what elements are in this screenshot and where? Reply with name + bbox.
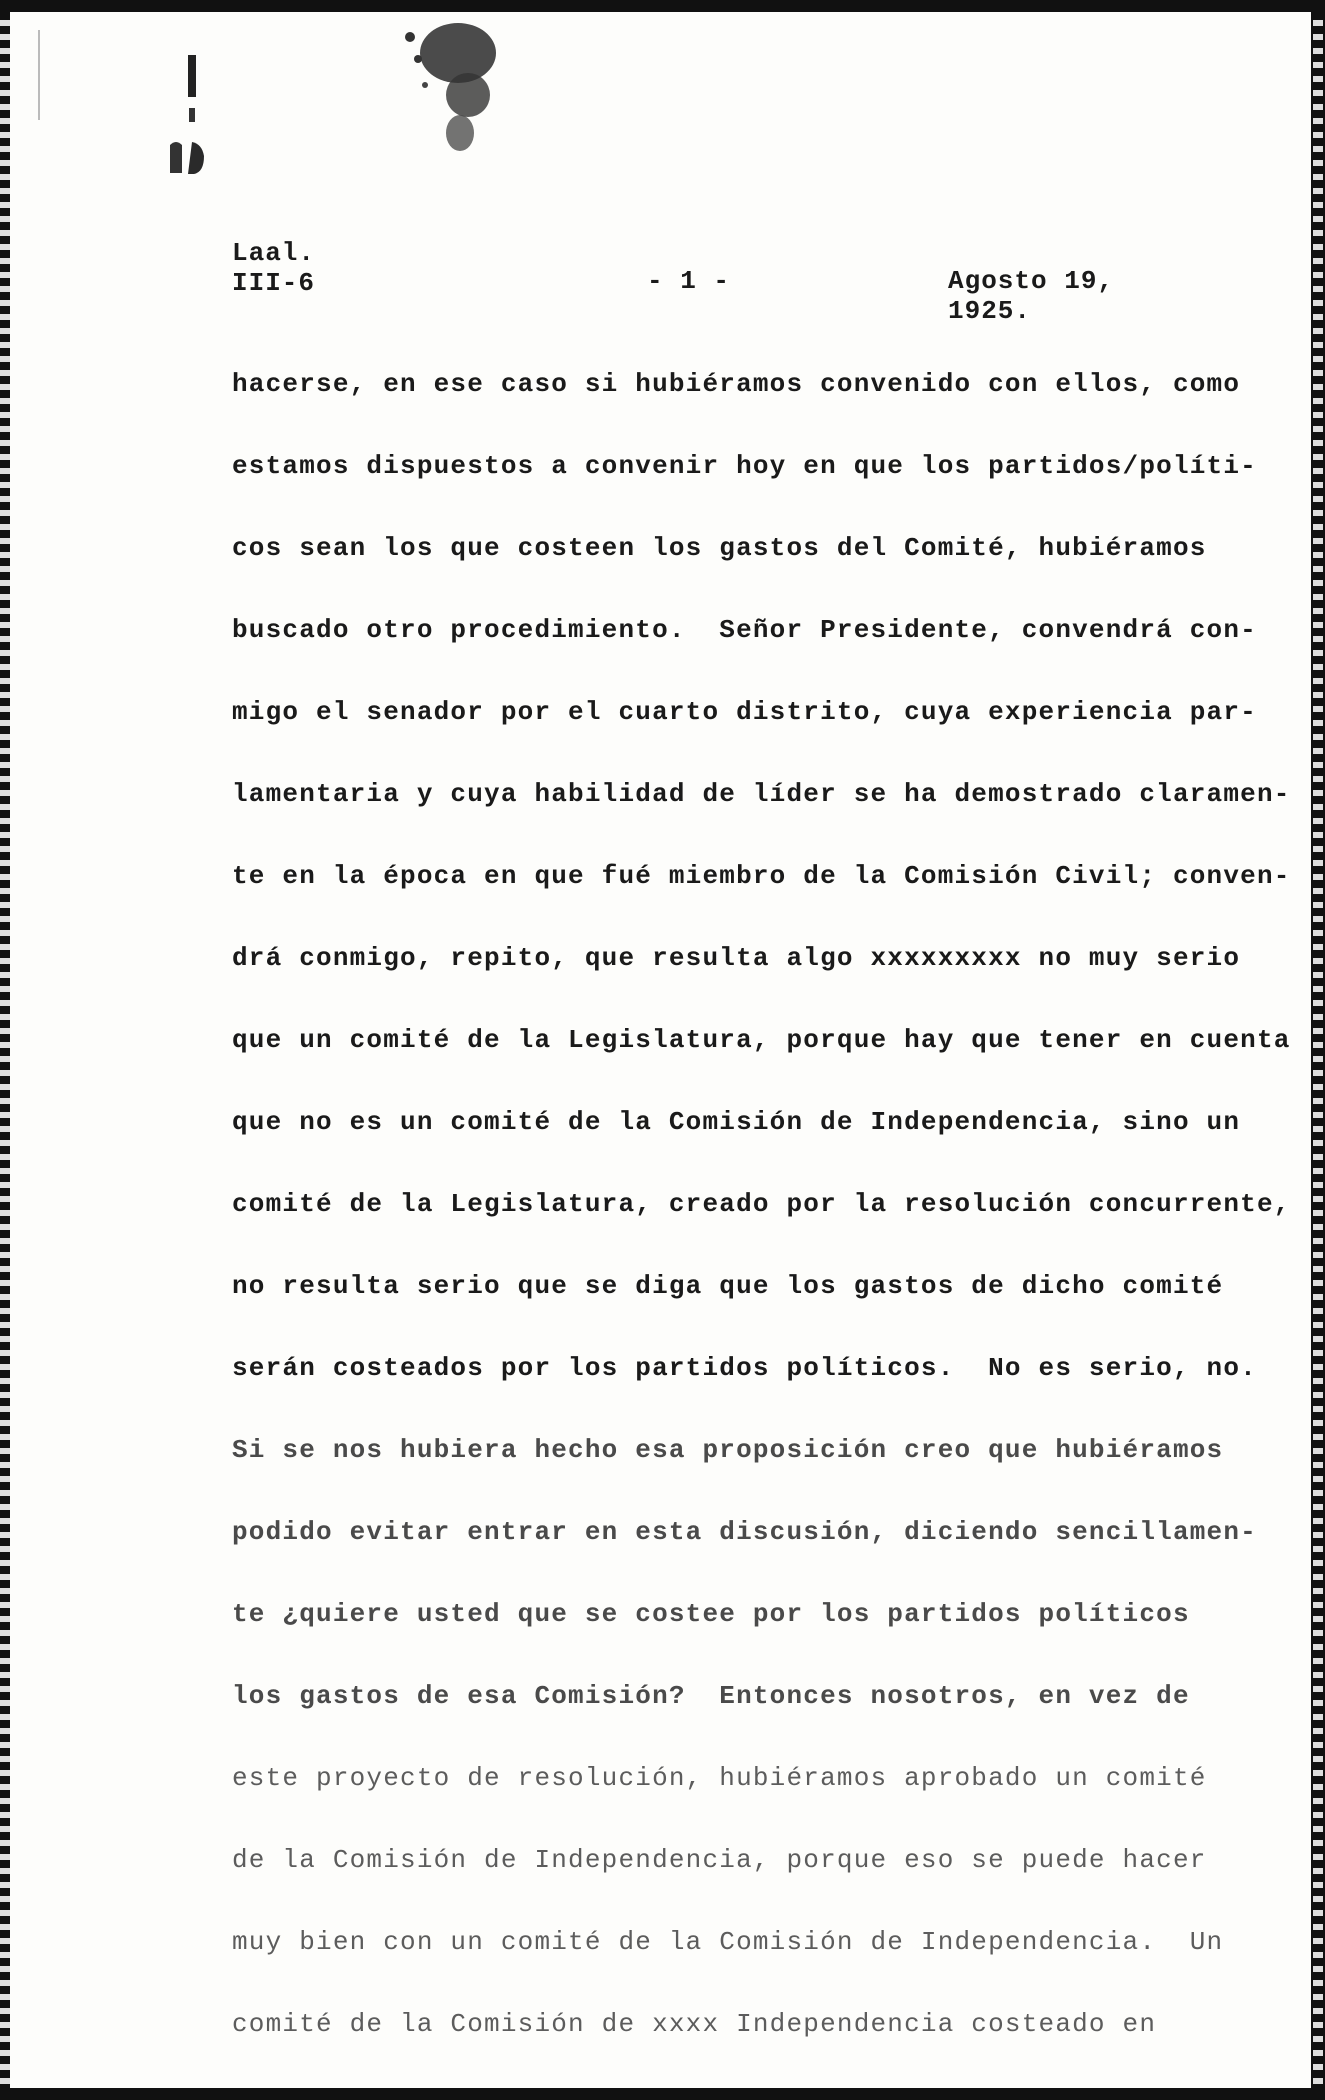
text-line: drá conmigo, repito, que resulta algo xxxxxxxxx no muy serio xyxy=(232,943,1241,973)
text-line: comité de la Comisión de xxxx Independencia costeado en xyxy=(232,2009,1157,2039)
film-sprockets-right xyxy=(1313,12,1323,2088)
text-line: comité de la Legislatura, creado por la resolución concurrente, xyxy=(232,1189,1291,1219)
text-line: que no es un comité de la Comisión de Independencia, sino un xyxy=(232,1107,1241,1137)
ink-mark-left xyxy=(160,50,220,180)
text-line: este proyecto de resolución, hubiéramos aprobado un comité xyxy=(232,1763,1207,1793)
document-body xyxy=(232,364,1291,2086)
text-line: te en la época en que fué miembro de la Comisión Civil; conven- xyxy=(232,861,1291,891)
document-reference xyxy=(232,238,315,298)
text-line: buscado otro procedimiento. Señor Presidente, convendrá con- xyxy=(232,615,1257,645)
text-line: Si se nos hubiera hecho esa proposición creo que hubiéramos xyxy=(232,1435,1224,1465)
text-line: migo el senador por el cuarto distrito, cuya experiencia par- xyxy=(232,697,1257,727)
text-line: serán costeados por los partidos políticos. No es serio, no. xyxy=(232,1353,1257,1383)
scan-border-top xyxy=(0,0,1325,12)
text-line: los gastos de esa Comisión? Entonces nosotros, en vez de xyxy=(232,1681,1190,1711)
text-line: podido evitar entrar en esta discusión, diciendo sencillamen- xyxy=(232,1517,1257,1547)
text-line: lamentaria y cuya habilidad de líder se ha demostrado claramen- xyxy=(232,779,1291,809)
ink-blot xyxy=(400,15,520,165)
text-line: de la Comisión de Independencia, porque eso se puede hacer xyxy=(232,1845,1207,1875)
page-number: - 1 - xyxy=(647,266,731,296)
text-line: no resulta serio que se diga que los gastos de dicho comité xyxy=(232,1271,1224,1301)
margin-line xyxy=(38,30,40,120)
scan-border-bottom xyxy=(0,2088,1325,2100)
text-line: hacerse, en ese caso si hubiéramos convenido con ellos, como xyxy=(232,369,1241,399)
text-line: muy bien con un comité de la Comisión de Independencia. Un xyxy=(232,1927,1224,1957)
reference-section: III-6 xyxy=(232,268,316,298)
text-line: estamos dispuestos a convenir hoy en que los partidos/políti- xyxy=(232,451,1257,481)
page-header xyxy=(232,238,1202,326)
reference-code: Laal. xyxy=(232,238,316,268)
text-line: cos sean los que costeen los gastos del Comité, hubiéramos xyxy=(232,533,1207,563)
document-date: Agosto 19, 1925. xyxy=(948,266,1115,326)
text-line: te ¿quiere usted que se costee por los partidos políticos xyxy=(232,1599,1190,1629)
text-line: que un comité de la Legislatura, porque hay que tener en cuenta xyxy=(232,1025,1291,1055)
film-sprockets-left xyxy=(0,12,10,2088)
